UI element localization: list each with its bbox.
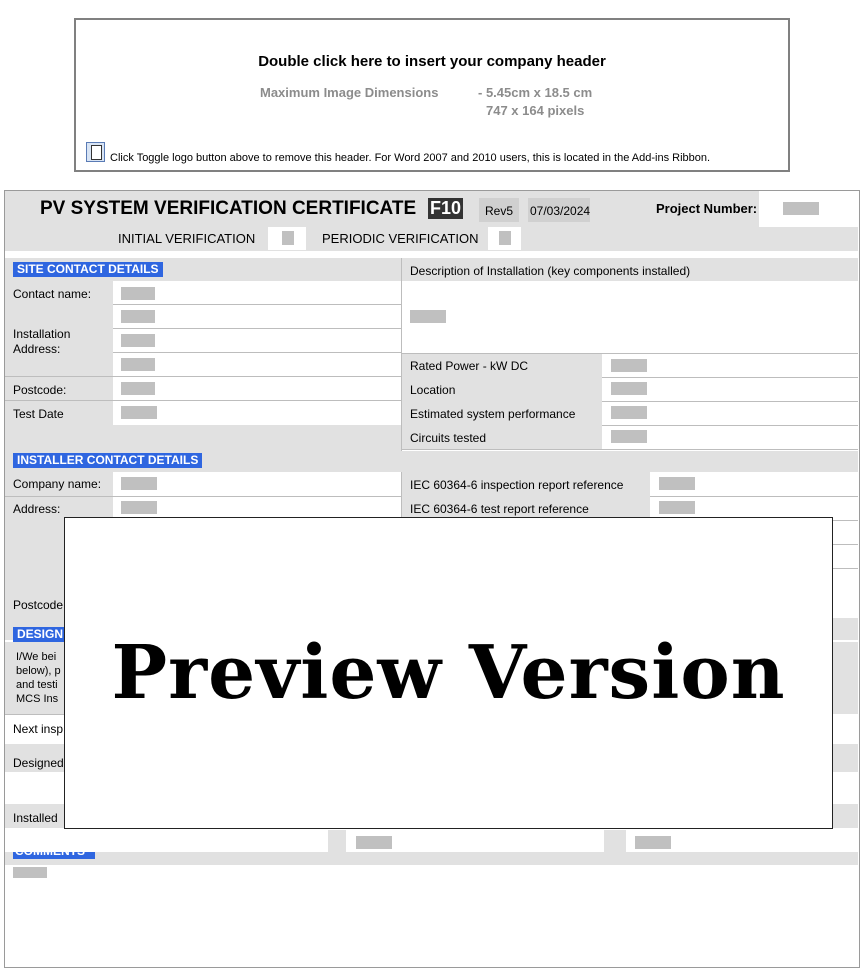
- company-header-title: Double click here to insert your company header: [258, 53, 606, 70]
- revision-date: 07/03/2024: [530, 204, 591, 218]
- rated-power-field[interactable]: [611, 359, 647, 372]
- installation-description-field[interactable]: [410, 310, 446, 323]
- circuits-tested-field[interactable]: [611, 430, 647, 443]
- certificate-title: PV SYSTEM VERIFICATION CERTIFICATE: [40, 198, 417, 219]
- test-report-ref-field[interactable]: [659, 501, 695, 514]
- design-heading: DESIGN: [13, 627, 67, 642]
- installed-date-field[interactable]: [356, 836, 392, 849]
- toggle-logo-hint: Click Toggle logo button above to remove this header. For Word 2007 and 2010 users, this is located in the Add-ins Ribbon.: [110, 152, 711, 164]
- location-label: Location: [410, 383, 456, 397]
- test-report-ref-label-text: IEC 60364-6 test report reference: [410, 502, 589, 516]
- installed-label: Installed: [13, 811, 58, 825]
- initial-verification-checkbox[interactable]: [282, 231, 294, 245]
- design-text-line-3: and testi: [16, 679, 58, 691]
- postcode-label: Postcode:: [13, 383, 67, 397]
- preview-watermark-text: Preview Version: [111, 630, 786, 716]
- estimated-performance-field[interactable]: [611, 406, 647, 419]
- designed-label: Designed: [13, 756, 64, 770]
- design-text-line-1: I/We bei: [16, 651, 57, 663]
- address-line-3-field[interactable]: [121, 358, 155, 371]
- installer-address-field[interactable]: [121, 501, 157, 514]
- test-date-label: Test Date: [13, 407, 64, 421]
- installer-contact-heading: INSTALLER CONTACT DETAILS: [13, 453, 202, 468]
- test-date-field[interactable]: [121, 406, 157, 419]
- revision: Rev5: [485, 204, 514, 218]
- installer-postcode-label: Postcode: [13, 598, 64, 612]
- periodic-verification-checkbox[interactable]: [499, 231, 511, 245]
- location-field[interactable]: [611, 382, 647, 395]
- comments-field[interactable]: [13, 867, 47, 878]
- company-header-placeholder[interactable]: [74, 18, 790, 172]
- project-number-field[interactable]: [783, 202, 819, 215]
- installer-address-label: Address:: [13, 502, 61, 516]
- toggle-logo-icon[interactable]: [86, 142, 105, 162]
- max-dimensions-cm: - 5.45cm x 18.5 cm: [478, 85, 593, 100]
- postcode-field[interactable]: [121, 382, 155, 395]
- initial-verification-label: INITIAL VERIFICATION: [118, 231, 256, 246]
- circuits-tested-label: Circuits tested: [410, 431, 487, 445]
- company-name-label: Company name:: [13, 477, 102, 491]
- address-line-2-field[interactable]: [121, 334, 155, 347]
- site-contact-heading: SITE CONTACT DETAILS: [13, 262, 163, 277]
- installation-description-label: Description of Installation (key components installed): [410, 264, 691, 278]
- max-dimensions-px: 747 x 164 pixels: [486, 103, 585, 118]
- rated-power-label: Rated Power - kW DC: [410, 359, 529, 373]
- inspection-report-ref-label: IEC 60364-6 inspection report reference: [410, 478, 624, 492]
- project-number-label: Project Number:: [656, 201, 758, 216]
- inspection-report-ref-field[interactable]: [659, 477, 695, 490]
- max-dimensions-label: Maximum Image Dimensions: [260, 85, 439, 100]
- company-name-field[interactable]: [121, 477, 157, 490]
- preview-watermark: [64, 517, 833, 829]
- address-line-1-field[interactable]: [121, 310, 155, 323]
- comments-heading: COMMENTS: [15, 844, 85, 858]
- periodic-verification-label: PERIODIC VERIFICATION: [322, 231, 479, 246]
- installation-address-label: Installation Address:: [13, 327, 71, 356]
- design-text-line-4: MCS Ins: [16, 693, 59, 705]
- design-text-line-2: below), p: [16, 665, 61, 677]
- estimated-performance-label: Estimated system performance: [410, 407, 576, 421]
- next-inspection-label: Next insp: [13, 722, 64, 736]
- contact-name-field[interactable]: [121, 287, 155, 300]
- installed-signature-field[interactable]: [635, 836, 671, 849]
- form-code: F10: [430, 198, 462, 218]
- contact-name-label: Contact name:: [13, 287, 92, 301]
